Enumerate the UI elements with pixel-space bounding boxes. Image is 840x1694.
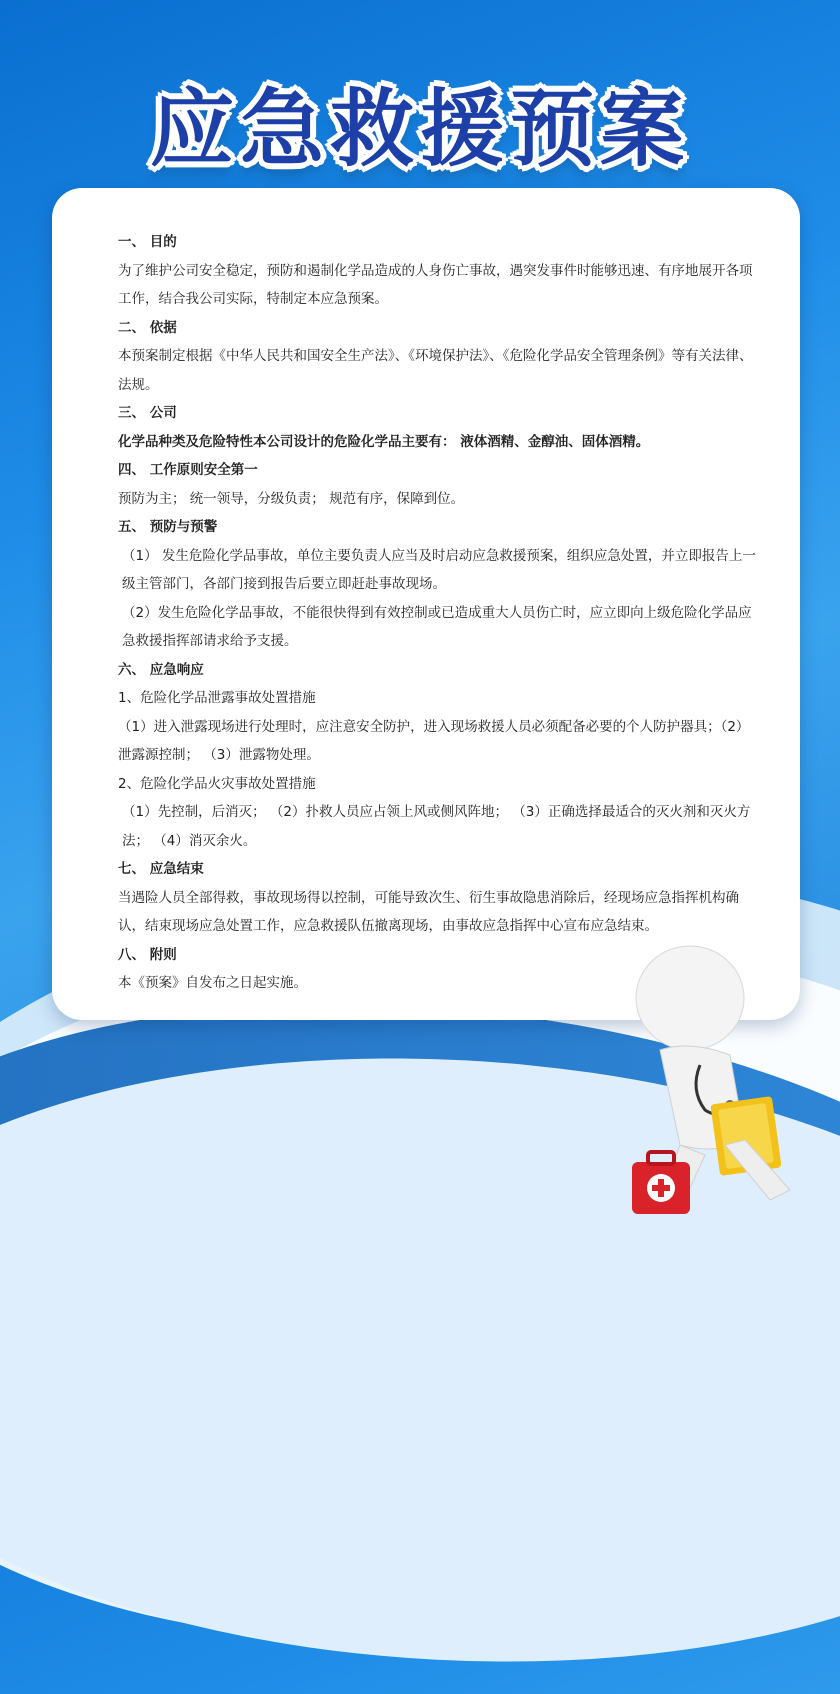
section-subheading: 1、危险化学品泄露事故处置措施 (118, 690, 316, 706)
section-heading: 三、 公司 (118, 405, 177, 421)
section-heading: 七、 应急结束 (118, 861, 204, 877)
section-text: （1） 发生危险化学品事故，单位主要负责人应当及时启动应急救援预案，组织应急处置，并立即报告上一级主管部门，各部门接到报告后要立即赶赴事故现场。 (122, 547, 756, 592)
page-title: 应急救援预案 (149, 80, 690, 178)
plan-content (118, 228, 758, 998)
section-text: （1）进入泄露现场进行处理时，应注意安全防护，进入现场救援人员必须配备必要的个人防护器具；（2）泄露源控制； （3）泄露物处理。 (118, 718, 750, 763)
section-text: 本预案制定根据《中华人民共和国安全生产法》、《环境保护法》、《危险化学品安全管理条例》等有关法律、法规。 (118, 348, 753, 393)
section-text: （2）发生危险化学品事故，不能很快得到有效控制或已造成重大人员伤亡时，应立即向上级危险化学品应急救援指挥部请求给予支援。 (122, 604, 752, 649)
section-text: （1）先控制，后消灭； （2）扑救人员应占领上风或侧风阵地； （3）正确选择最适合的灭火剂和灭火方法； （4）消灭余火。 (122, 804, 751, 849)
section-text: 预防为主； 统一领导，分级负责； 规范有序，保障到位。 (118, 490, 465, 507)
section-subheading: 2、危险化学品火灾事故处置措施 (118, 775, 316, 792)
section-heading: 五、 预防与预警 (118, 519, 218, 535)
section-text: 本《预案》自发布之日起实施。 (118, 975, 307, 991)
section-heading: 二、 依据 (118, 319, 177, 336)
section-heading: 八、 附则 (118, 946, 177, 963)
section-text: 当遇险人员全部得救，事故现场得以控制，可能导致次生、衍生事故隐患消除后，经现场应急指挥机构确认，结束现场应急处置工作，应急救援队伍撤离现场，由事故应急指挥中心宣布应急结束。 (118, 889, 739, 934)
section-text: 化学品种类及危险特性本公司设计的危险化学品主要有： 液体酒精、金醇油、固体酒精。 (118, 433, 650, 450)
section-heading: 六、 应急响应 (118, 661, 204, 678)
section-text: 为了维护公司安全稳定，预防和遏制化学品造成的人身伤亡事故，遇突发事件时能够迅速、有序地展开各项工作，结合我公司实际，特制定本应急预案。 (118, 262, 753, 307)
section-heading: 一、 目的 (118, 234, 177, 250)
medic-figure-illustration (620, 940, 830, 1232)
section-heading: 四、 工作原则安全第一 (118, 462, 258, 478)
